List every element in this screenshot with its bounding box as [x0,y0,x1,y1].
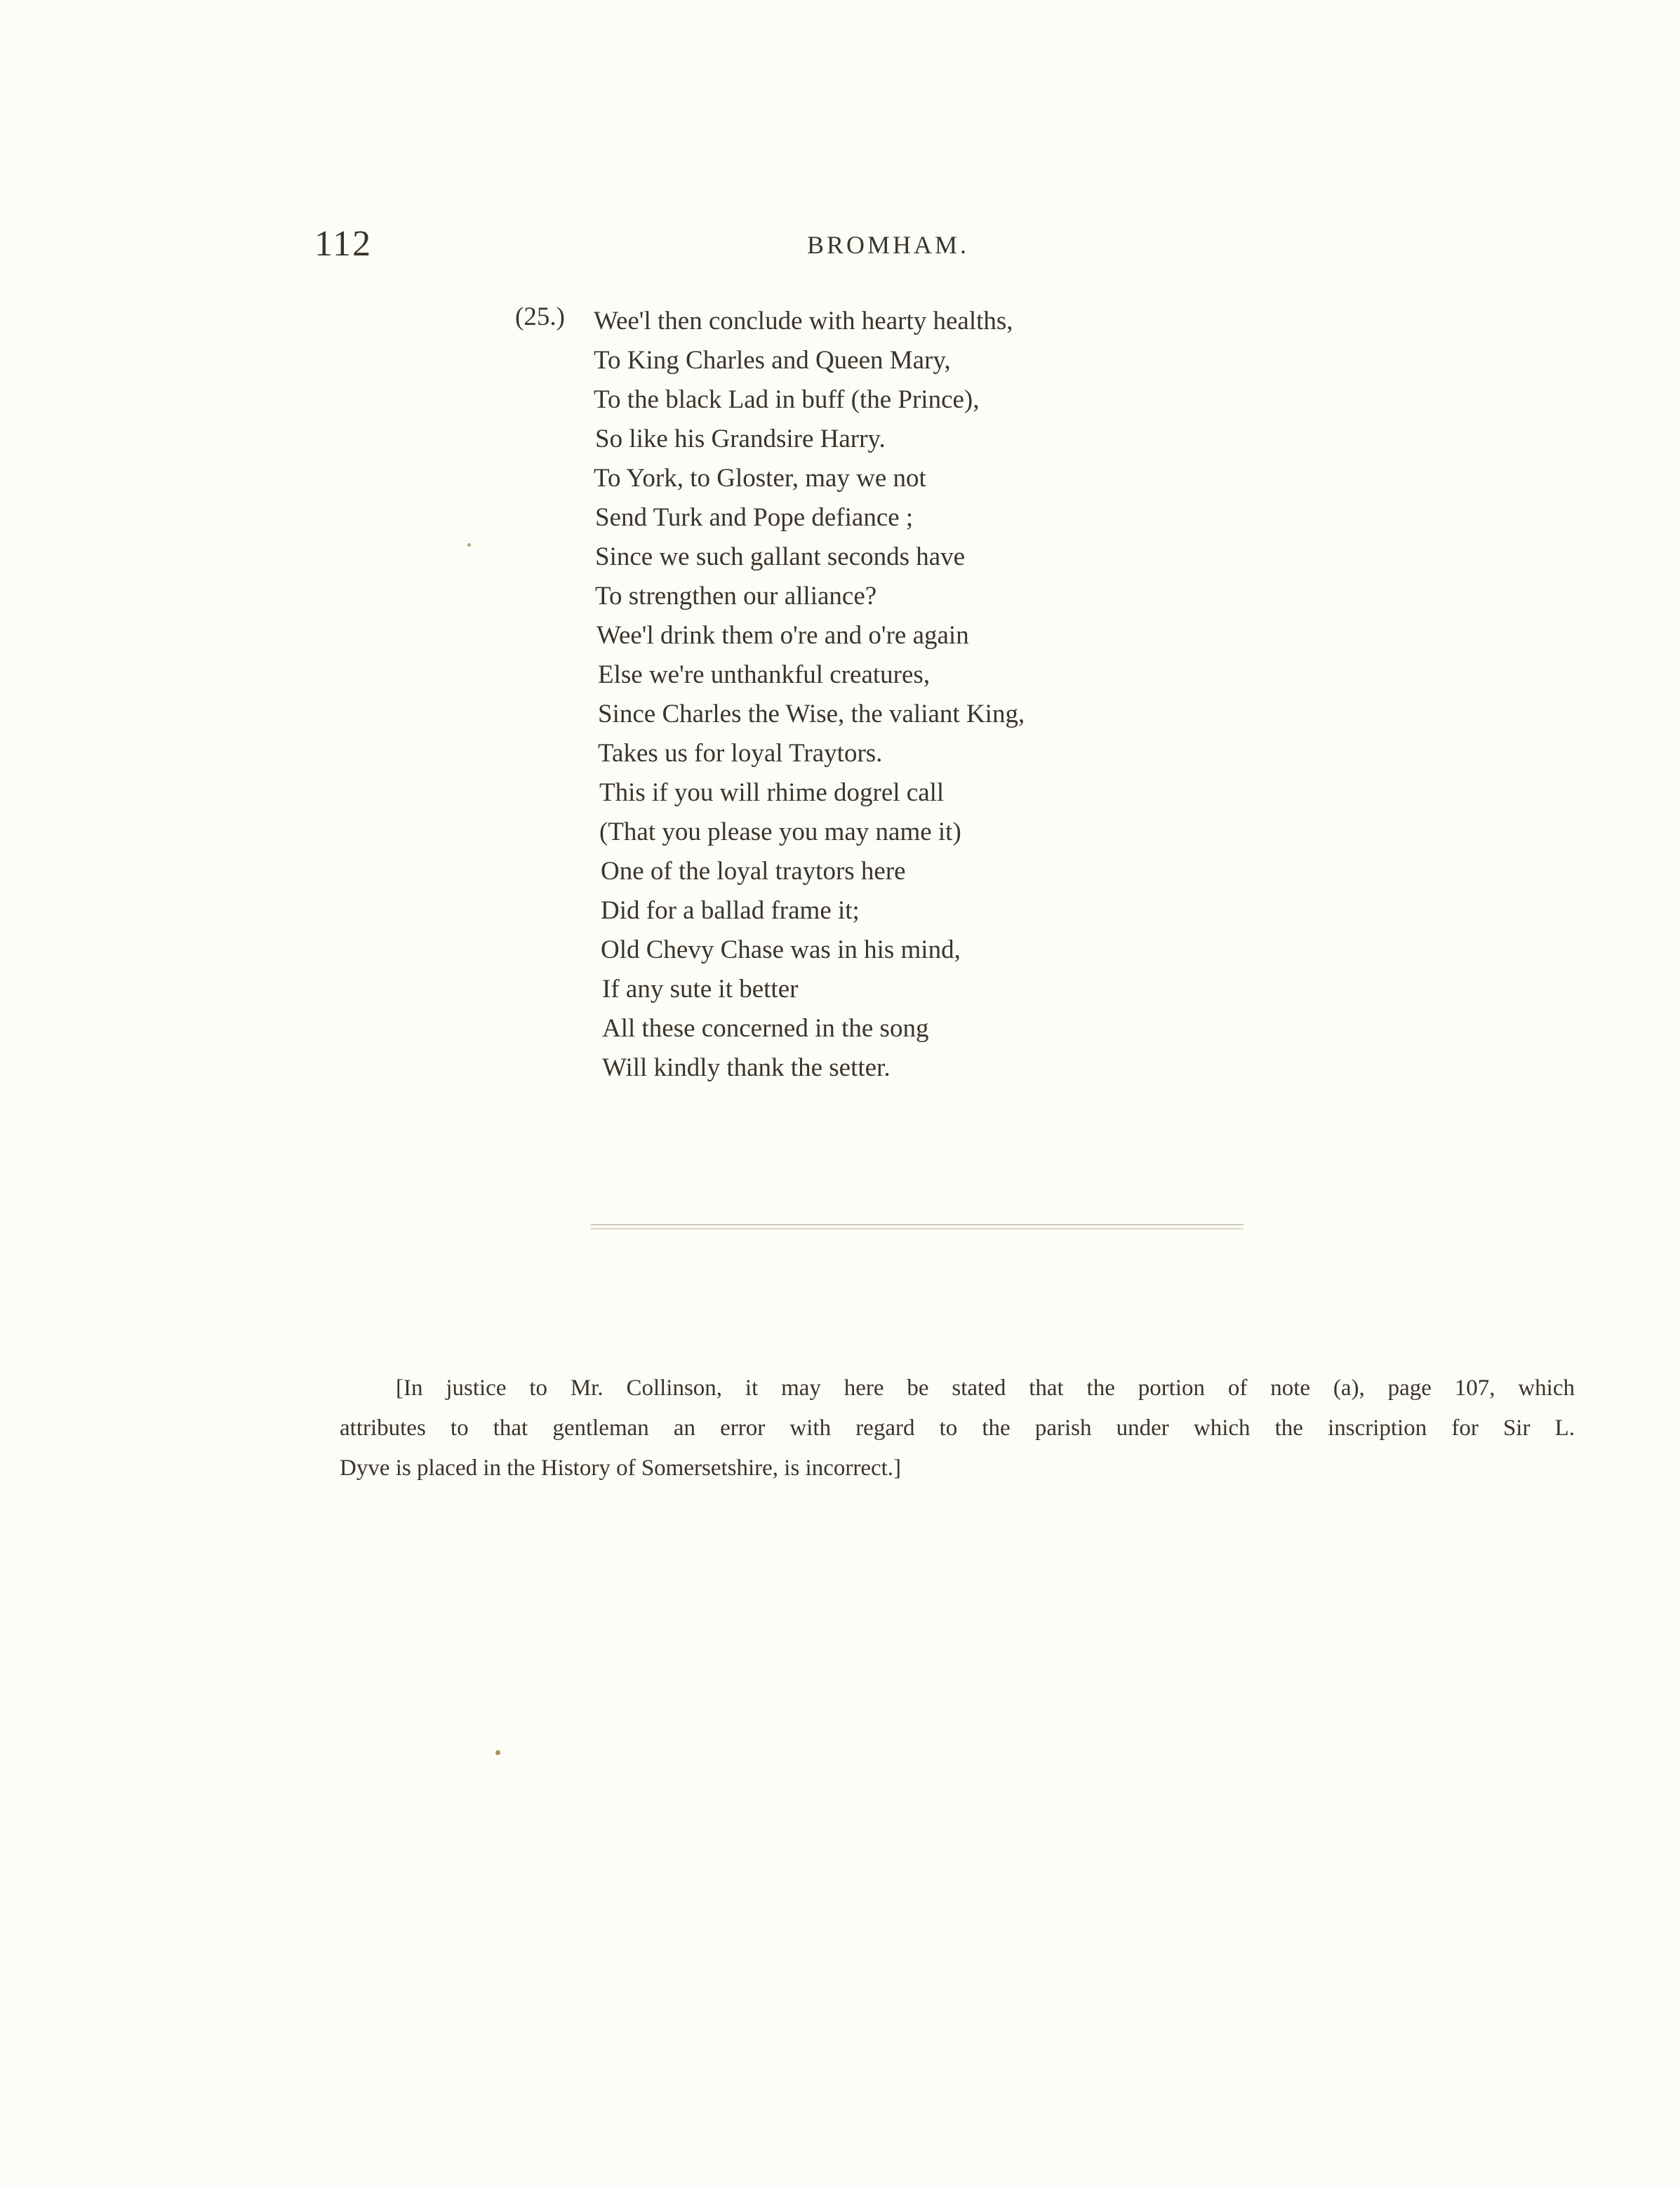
editorial-note [340,1368,1575,1488]
section-divider [591,1224,1244,1231]
verse-line: Did for a ballad frame it; [601,896,860,925]
verse-line: Takes us for loyal Traytors. [598,739,883,768]
verse-line: Send Turk and Pope defiance ; [595,503,914,532]
note-line-1: [In justice to Mr. Collinson, it may here be stated that the portion of note (a), page 107, which [396,1375,1575,1401]
stanza-number: (25.) [515,302,565,331]
verse-line: Else we're unthankful creatures, [598,660,931,689]
page-number: 112 [314,224,373,264]
verse-lines [594,302,1025,1088]
verse-line: (That you please you may name it) [599,818,961,846]
divider-line-lower [591,1228,1244,1229]
note-line-3: Dyve is placed in the History of Somersetshire, is incorrect.] [340,1455,902,1481]
verse-line: Old Chevy Chase was in his mind, [601,935,961,964]
verse-line: To York, to Gloster, may we not [594,464,926,493]
note-line-2: attributes to that gentleman an error with regard to the parish under which the inscription for Sir L. [340,1415,1575,1441]
verse-line: All these concerned in the song [602,1014,929,1043]
verse-line: Since we such gallant seconds have [595,542,966,571]
verse-line: To King Charles and Queen Mary, [594,346,951,375]
verse-line: To strengthen our alliance? [595,582,877,611]
verse-line: To the black Lad in buff (the Prince), [594,385,980,414]
verse-line: This if you will rhime dogrel call [599,778,945,807]
divider-line-upper [591,1224,1244,1225]
verse-line: Since Charles the Wise, the valiant King, [598,700,1025,728]
verse-line: Wee'l then conclude with hearty healths, [594,307,1013,335]
paper-speck [495,1750,500,1755]
verse-line: Will kindly thank the setter. [602,1053,891,1082]
verse-line: One of the loyal traytors here [601,857,906,886]
verse-line: Wee'l drink them o're and o're again [596,621,969,650]
running-head: BROMHAM. [807,231,970,259]
verse-line: If any sute it better [602,975,799,1004]
paper-speck [467,543,471,547]
verse-line: So like his Grandsire Harry. [595,425,886,453]
